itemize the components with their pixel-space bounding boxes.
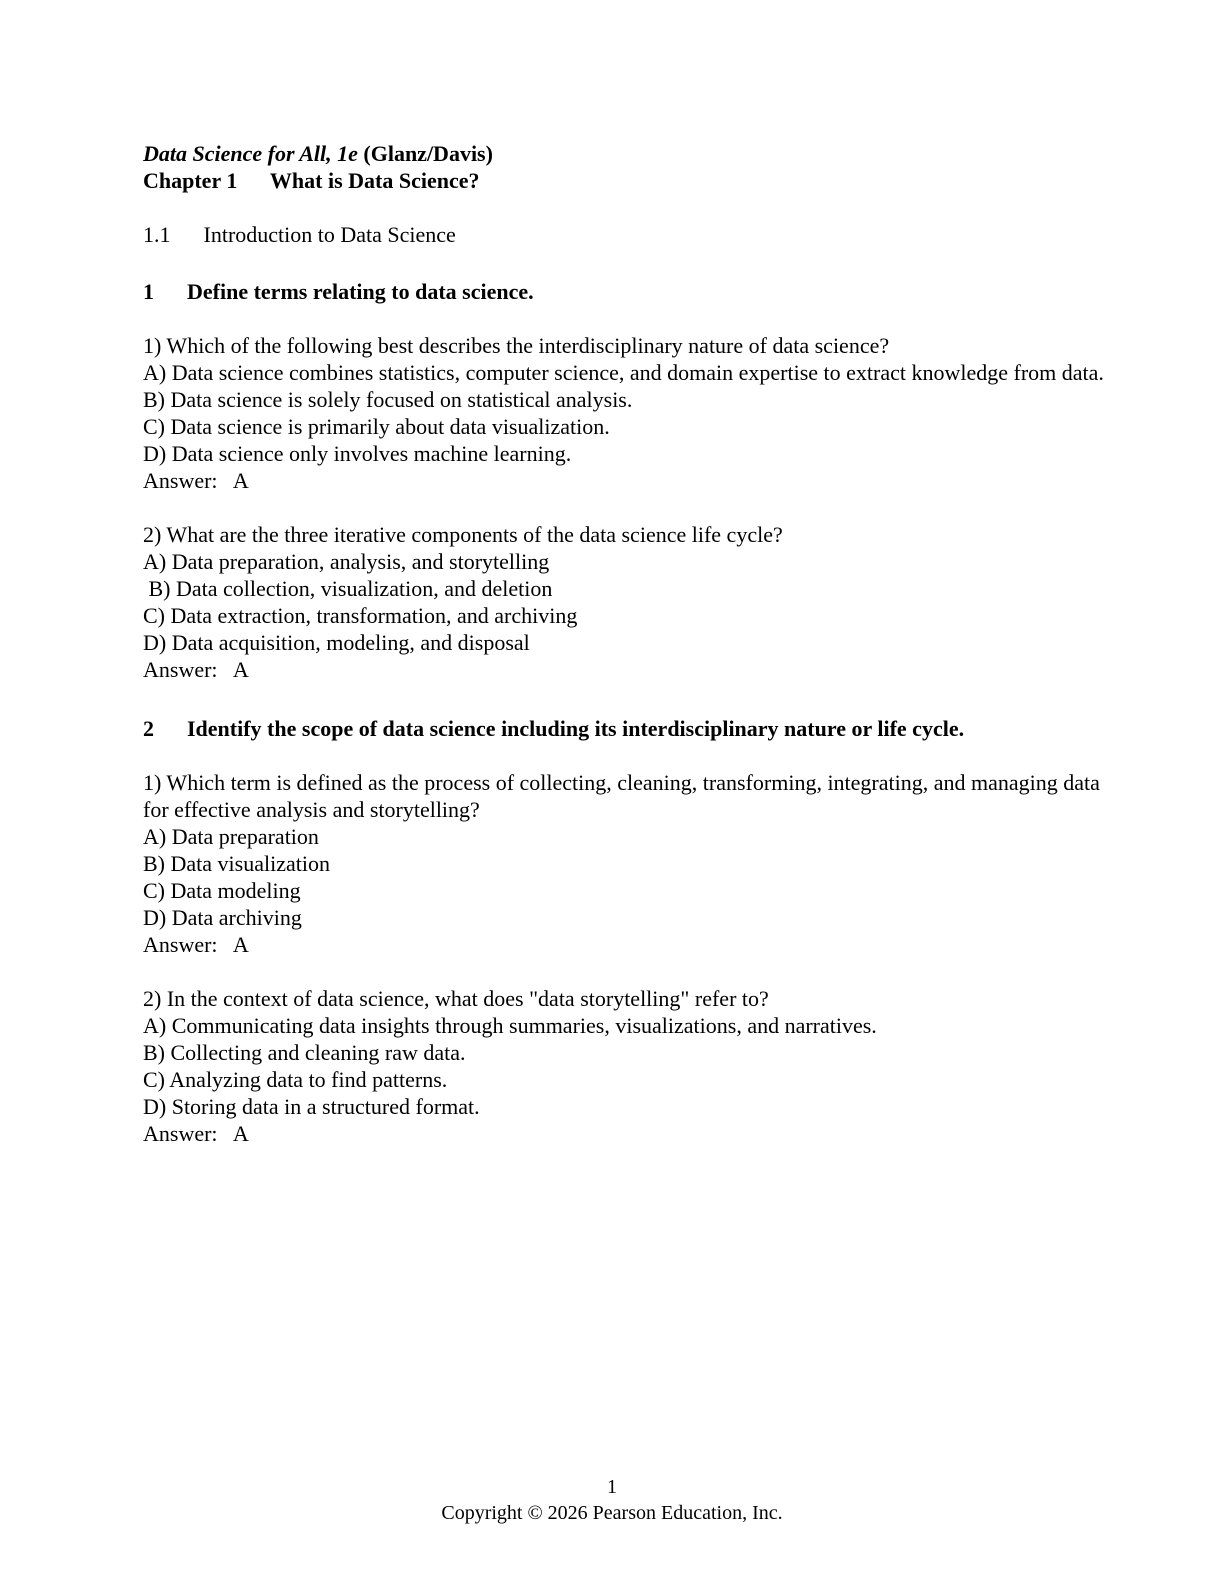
- answer-line: Answer: A: [143, 468, 249, 493]
- page-number: 1: [607, 1476, 617, 1498]
- question-stem: 1) Which term is defined as the process of collecting, cleaning, transforming, integrating, and managing data for effective analysis and storytelling?: [143, 770, 1106, 822]
- choice-c: C) Data modeling: [143, 878, 301, 903]
- question-block: [143, 985, 1118, 1147]
- choice-b: B) Data science is solely focused on statistical analysis.: [143, 387, 633, 412]
- choice-c: C) Analyzing data to find patterns.: [143, 1067, 448, 1092]
- question-block: [143, 332, 1118, 494]
- choice-d: D) Data science only involves machine learning.: [143, 441, 572, 466]
- objective-1-heading: 1 Define terms relating to data science.: [143, 279, 534, 304]
- choice-d: D) Data acquisition, modeling, and disposal: [143, 630, 530, 655]
- question-stem: 2) In the context of data science, what does "data storytelling" refer to?: [143, 986, 769, 1011]
- book-title-line: [143, 140, 1118, 167]
- choice-c: C) Data extraction, transformation, and archiving: [143, 603, 578, 628]
- book-title: Data Science for All, 1e: [143, 141, 358, 166]
- answer-line: Answer: A: [143, 657, 249, 682]
- copyright-line: Copyright © 2026 Pearson Education, Inc.: [441, 1502, 783, 1524]
- page-footer: [0, 1474, 1224, 1526]
- objective-2-heading: 2 Identify the scope of data science including its interdisciplinary nature or life cycle.: [143, 716, 965, 741]
- question-block: [143, 769, 1118, 958]
- section-line: 1.1 Introduction to Data Science: [143, 222, 456, 247]
- page-content: [143, 140, 1118, 1147]
- book-authors: (Glanz/Davis): [357, 141, 493, 166]
- choice-d: D) Storing data in a structured format.: [143, 1094, 480, 1119]
- choice-a: A) Data science combines statistics, computer science, and domain expertise to extract knowledge from data.: [143, 360, 1104, 385]
- question-block: [143, 521, 1118, 683]
- choice-b: B) Data collection, visualization, and deletion: [143, 576, 553, 601]
- choice-a: A) Data preparation, analysis, and storytelling: [143, 549, 550, 574]
- answer-line: Answer: A: [143, 1121, 249, 1146]
- choice-b: B) Collecting and cleaning raw data.: [143, 1040, 466, 1065]
- choice-a: A) Communicating data insights through summaries, visualizations, and narratives.: [143, 1013, 877, 1038]
- choice-c: C) Data science is primarily about data visualization.: [143, 414, 610, 439]
- choice-a: A) Data preparation: [143, 824, 319, 849]
- question-stem: 2) What are the three iterative components of the data science life cycle?: [143, 522, 783, 547]
- answer-line: Answer: A: [143, 932, 249, 957]
- choice-d: D) Data archiving: [143, 905, 302, 930]
- choice-b: B) Data visualization: [143, 851, 330, 876]
- chapter-line: Chapter 1 What is Data Science?: [143, 168, 480, 193]
- question-stem: 1) Which of the following best describes the interdisciplinary nature of data science?: [143, 333, 890, 358]
